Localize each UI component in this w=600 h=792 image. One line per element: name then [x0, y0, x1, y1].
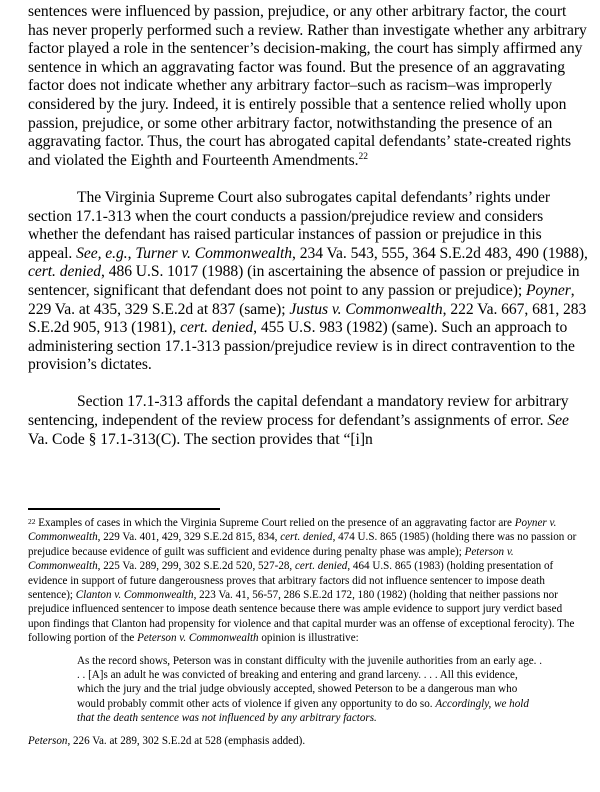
cert-denied: cert. denied: [294, 560, 348, 573]
footnote-quote-citation: Peterson, 226 Va. at 289, 302 S.E.2d at 528 (emphasis added).: [28, 734, 306, 747]
case-name: Poyner: [525, 281, 571, 299]
footnote-separator-rule: [28, 508, 220, 510]
cert-denied: cert. denied: [280, 531, 333, 544]
body-paragraph-1: sentences were influenced by passion, prejudice, or any other arbitrary factor, the court has never properly performed such a review. Rather than investigate whether any arbitrary factor played a role in the sentencer’s decision-making, the court has simply affirmed any sentence in which an aggravating factor was found. But the presence of an aggravating factor does not indicate whether any arbitrary factor–such as racism–was improperly considered by the jury. Indeed, it is entirely possible that a sentence relied wholly upon passion, prejudice, or some other arbitrary factor, notwithstanding the presence of an aggravating factor. Thus, the court has abrogated capital defendants’ state-created rights and violated the Eighth and Fourteenth Amendments.$^{22}$: [28, 3, 587, 169]
document-page: [28, 3, 588, 449]
footnote-reference-22[interactable]: 22: [358, 151, 368, 162]
case-name: Justus v. Commonwealth: [289, 300, 443, 318]
citation-signal: See, e.g.: [76, 244, 128, 262]
emphasized-holding: Accordingly, we hold that the death sentence was not influenced by any arbitrary factors.: [77, 697, 529, 725]
body-paragraph-3: Section 17.1-313 affords the capital defendant a mandatory review for arbitrary sentencing, independent of the review process for defendant’s assignments of error. See Va. Code § 17.1-313(C). The section provides that “[i]n: [28, 393, 569, 448]
cert-denied: cert. denied: [28, 263, 102, 281]
footnote-number: 22: [28, 517, 36, 526]
case-name: Clanton v. Commonwealth: [75, 589, 194, 602]
paragraph-spacer: [28, 375, 588, 394]
case-name: Peterson v. Commonwealth: [137, 632, 259, 645]
case-name: Poyner v. Commonwealth: [28, 517, 557, 544]
paragraph-spacer: [28, 170, 588, 189]
footnotes-section: [28, 516, 584, 748]
case-name: Peterson v. Commonwealth: [28, 545, 514, 573]
body-paragraph-2: The Virginia Supreme Court also subrogates capital defendants’ rights under section 17.1-313 when the court conducts a passion/prejudice review and considers whether the defendant has raised particular instances of passion or prejudice in this appeal. See, e.g., Turner v. Commonwealth, 234 Va. 543, 555, 364 S.E.2d 483, 490 (1988), cert. denied, 486 U.S. 1017 (1988) (in ascertaining the absence of passion or prejudice in sentencer, significant that defendant does not point to any passion or prejudice); Poyner, 229 Va. at 435, 329 S.E.2d at 837 (same); Justus v. Commonwealth, 222 Va. 667, 681, 283 S.E.2d 905, 913 (1981), cert. denied, 455 U.S. 983 (1982) (same). Such an approach to administering section 17.1-313 passion/prejudice review is in direct contravention to the provision’s dictates.: [28, 188, 588, 374]
case-name: Turner v. Commonwealth: [135, 244, 293, 262]
cert-denied: cert. denied: [180, 319, 254, 337]
footnote-22: $^{22}$ Examples of cases in which the Virginia Supreme Court relied on the presence of an aggravating factor are Poyner v. Commonwealth, 229 Va. 401, 429, 329 S.E.2d 815, 834, cert. denied, 474 U.S. 865 (1985) (holding there was no passion or prejudice because evidence of guilt was sufficient and evidence during penalty phase was ample); Peterson v. Commonwealth, 225 Va. 289, 299, 302 S.E.2d 520, 527-28, cert. denied, 464 U.S. 865 (1983) (holding presentation of evidence in support of future dangerousness proves that arbitrary factors did not influence sentencer to impose death sentence); Clanton v. Commonwealth, 223 Va. 41, 56-57, 286 S.E.2d 172, 180 (1982) (holding that neither passions nor prejudice influenced sentencer to impose death sentence because there was ample evidence to support jury verdict based upon findings that Clanton had propensity for violence and that capital murder was an offense of exceptional ferocity). The following portion of the Peterson v. Commonwealth opinion is illustrative:: [28, 517, 577, 645]
citation-signal: See: [547, 412, 569, 430]
case-name: Peterson: [28, 734, 68, 747]
footnote-block-quote: As the record shows, Peterson was in constant difficulty with the juvenile authorities from an early age. . . . [A]s an adult he was convicted of breaking and entering and grand larceny. . . . All this evidence, which the jury and the trial judge obviously accepted, showed Peterson to be a dangerous man who would probably commit other acts of violence if given any opportunity to do so. Accordingly, we hold that the death sentence was not influenced by any arbitrary factors.: [77, 654, 543, 725]
